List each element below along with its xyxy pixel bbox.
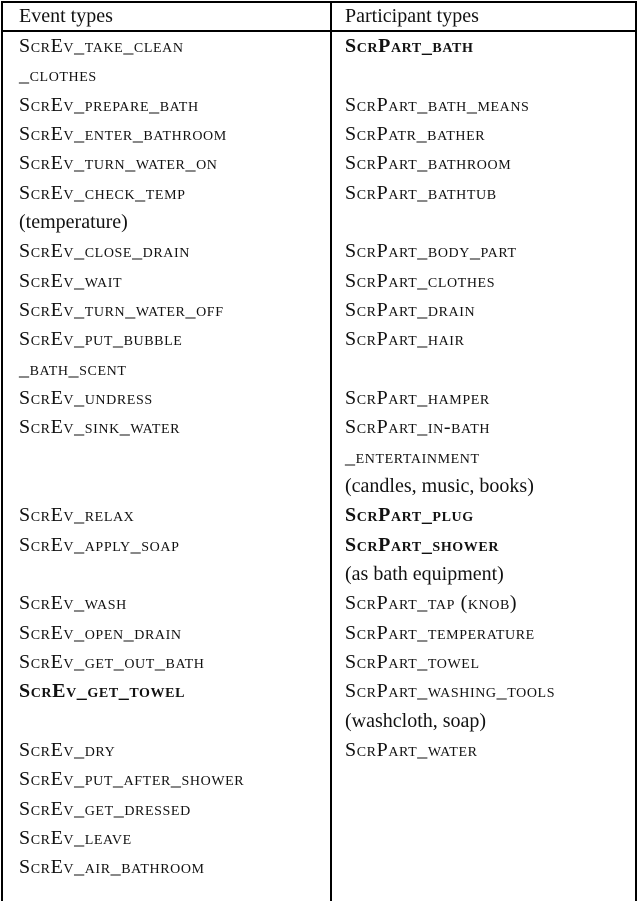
event-type-line: ScrEv_check_temp — [19, 181, 186, 204]
header-event-types: Event types — [19, 5, 113, 27]
participant-type-line: (washcloth, soap) — [345, 709, 487, 732]
participant-type-line: ScrPart_plug — [345, 504, 474, 527]
event-type-line: ScrEv_wait — [19, 269, 123, 292]
event-type-line: ScrEv_turn_water_on — [19, 152, 218, 175]
participant-type-line: ScrPart_water — [345, 738, 478, 761]
participant-type-line — [345, 208, 555, 237]
participant-type-line: ScrPatr_bather — [345, 122, 486, 145]
event-type-line: ScrEv_air_bathroom — [19, 856, 205, 879]
participant-type-line: ScrPart_bath_means — [345, 93, 530, 116]
event-type-line: ScrEv_sink_water — [19, 416, 181, 439]
participant-types-column — [345, 32, 555, 765]
participant-type-line: (candles, music, books) — [345, 474, 534, 497]
participant-type-line: ScrPart_clothes — [345, 269, 496, 292]
participant-type-line: ScrPart_tap (knob) — [345, 592, 518, 615]
event-type-line — [19, 472, 244, 501]
column-divider — [330, 1, 332, 901]
event-type-line: ScrEv_put_after_shower — [19, 768, 245, 791]
participant-type-line: ScrPart_drain — [345, 298, 476, 321]
event-type-line: ScrEv_apply_soap — [19, 533, 180, 556]
event-types-column — [19, 32, 244, 883]
participant-type-line: ScrPart_body_part — [345, 240, 517, 263]
event-type-line: ScrEv_take_clean — [19, 35, 184, 57]
event-type-line: ScrEv_undress — [19, 386, 153, 409]
event-type-line: ScrEv_put_bubble — [19, 328, 183, 351]
participant-type-line: ScrPart_bathtub — [345, 181, 497, 204]
header-participant-types: Participant types — [345, 5, 479, 27]
participant-type-line — [345, 355, 555, 384]
event-type-line: (temperature) — [19, 210, 128, 233]
event-type-line: ScrEv_enter_bathroom — [19, 122, 227, 145]
participant-type-line: ScrPart_towel — [345, 650, 480, 673]
participant-type-line: ScrPart_bathroom — [345, 152, 512, 175]
participant-type-line: (as bath equipment) — [345, 562, 504, 585]
event-type-line: ScrEv_open_drain — [19, 621, 182, 644]
participant-type-line: ScrPart_shower — [345, 533, 500, 556]
event-type-line: ScrEv_dry — [19, 738, 116, 761]
participant-type-line: ScrPart_in-bath — [345, 416, 491, 439]
event-type-line: ScrEv_close_drain — [19, 240, 190, 263]
event-type-line: ScrEv_wash — [19, 592, 127, 615]
event-type-line: ScrEv_leave — [19, 826, 132, 849]
event-type-line — [19, 560, 244, 589]
event-type-line: _bath_scent — [19, 357, 127, 380]
event-type-line: ScrEv_get_out_bath — [19, 650, 205, 673]
event-type-line — [19, 707, 244, 736]
participant-type-line: ScrPart_temperature — [345, 621, 535, 644]
event-type-line: _clothes — [19, 64, 97, 87]
participant-type-line: ScrPart_washing_tools — [345, 680, 556, 703]
event-type-line — [19, 443, 244, 472]
event-type-line: ScrEv_relax — [19, 504, 135, 527]
participant-type-line: _entertainment — [345, 445, 480, 468]
participant-type-line: ScrPart_bath — [345, 35, 474, 57]
event-type-line: ScrEv_turn_water_off — [19, 298, 224, 321]
event-type-line: ScrEv_get_towel — [19, 680, 186, 703]
event-type-line: ScrEv_prepare_bath — [19, 93, 199, 116]
event-type-line: ScrEv_get_dressed — [19, 797, 191, 820]
participant-type-line: ScrPart_hair — [345, 328, 465, 351]
participant-type-line: ScrPart_hamper — [345, 386, 490, 409]
participant-type-line — [345, 61, 555, 90]
